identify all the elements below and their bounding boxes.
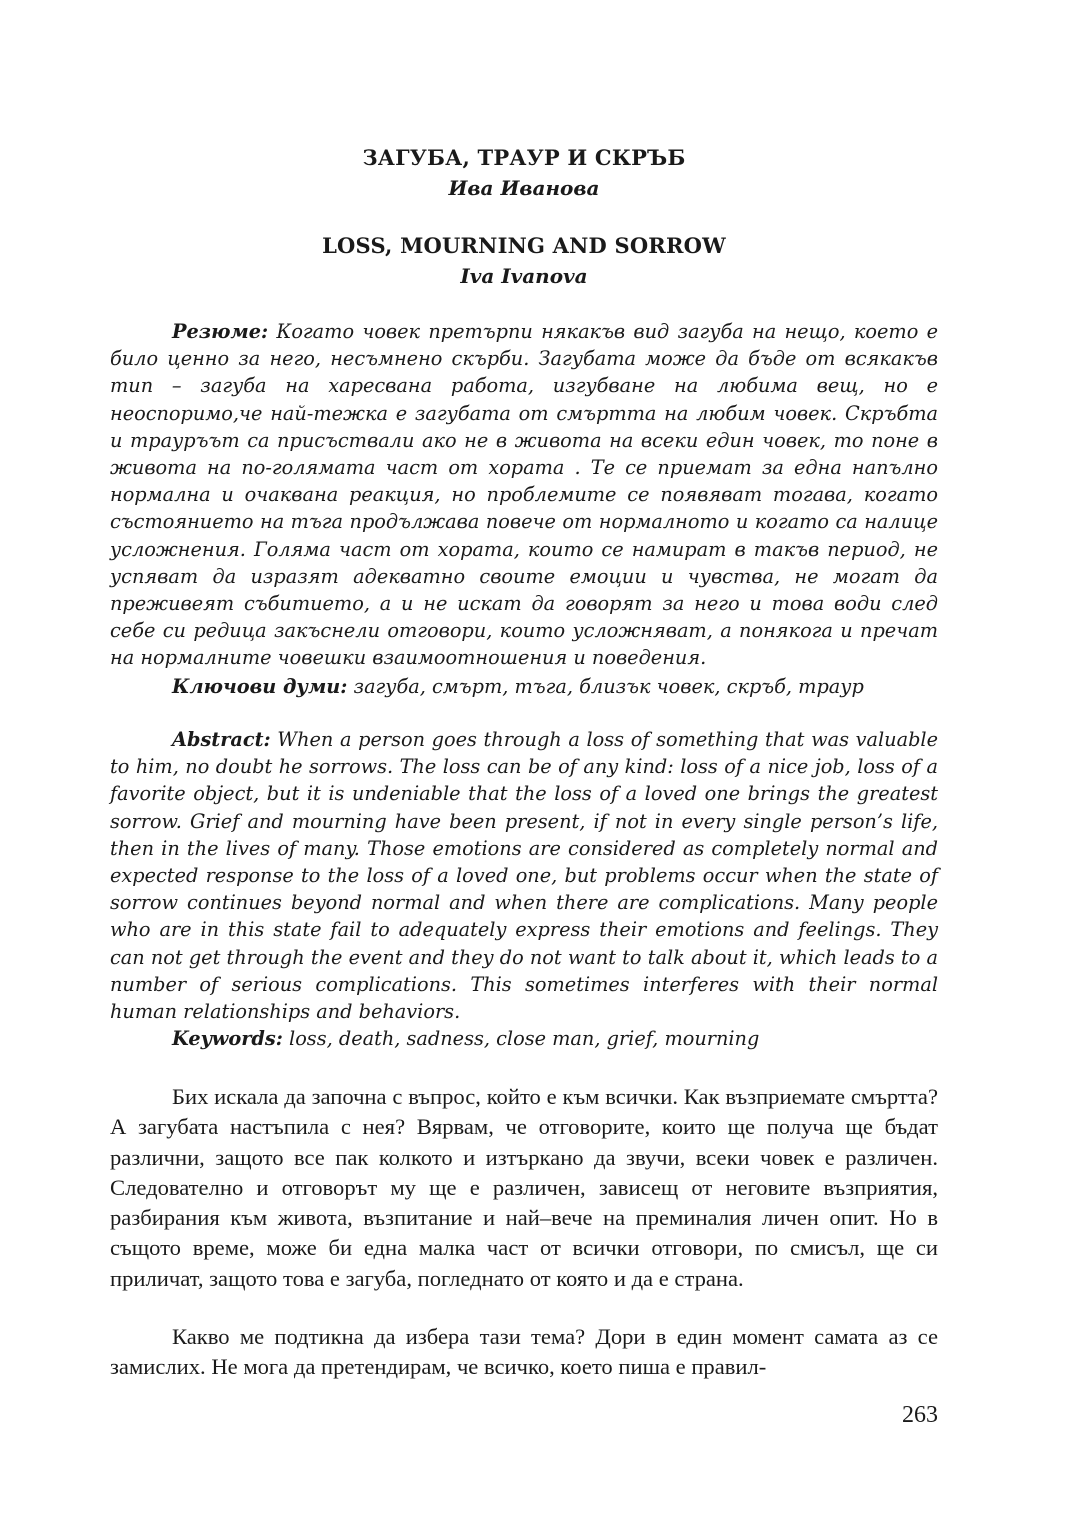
bulgarian-title-block [110,143,938,203]
english-author: Iva Ivanova [460,264,588,288]
resume-label: Резюме: [172,320,269,343]
paper-page [110,0,938,1534]
keywords-bg-label: Ключови думи: [172,675,348,698]
english-title-block [110,231,938,291]
bulgarian-keywords [110,673,938,700]
bulgarian-title: ЗАГУБА, ТРАУР И СКРЪБ [362,145,686,170]
resume-text: Когато човек претърпи някакъв вид загуба на нещо, което е било ценно за него, несъмнено скърби. Загубата може да бъде от всякакъв тип – загуба на харесвана работа, изгубване на любима вещ, но е неоспоримо,че най-тежка е загубата от смъртта на любим човек. Скръбта и трауръът са присъствали ако не в живота на всеки един човек, то поне в живота на по-голямата част от хората . Те се приемат за една напълно нормална и очаквана реакция, но проблемите се появяват тогава, когато състоянието на тъга продължава повече от нормалното и когато са налице усложнения. Голяма част от хората, които се намират в такъв период, не успяват да изразят адекватно своите емоции и чувства, не могат да преживеят събитието, а и не искат да говорят за него и това води след себе си редица закъснели отговори, които усложняват, а понякога и пречат на нормалните човешки взаимоотношения и поведения. [110,320,938,670]
keywords-en-text: loss, death, sadness, close man, grief, mourning [289,1027,760,1050]
keywords-bg-text: загуба, смърт, тъга, близък човек, скръб, траур [353,675,864,698]
bulgarian-abstract [110,318,938,672]
body-paragraph-2: Какво ме подтикна да избера тази тема? Дори в един момент самата аз се замислих. Не мога да претендирам, че всичко, което пиша е правил- [110,1324,938,1380]
english-abstract [110,726,938,1025]
abstract-label: Abstract: [172,728,271,751]
english-title: LOSS, MOURNING AND SORROW [322,233,726,258]
body-paragraph-1: Бих искала да започна с въпрос, който е към всички. Как възприемате смъртта? А загубата настъпила с нея? Вярвам, че отговорите, които ще получа ще бъдат различни, защото все пак колкото и изтъркано да звучи, всеки човек е различен. Следователно и отговорът му ще е различен, зависещ от неговите възприятия, разбирания към живота, възпитание и най–вече на преминалия личен опит. Но в същото време, може би една малка част от всички отговори, по смисъл, ще си приличат, защото това е загуба, погледнато от която и да е страна. [110,1084,938,1291]
page-number: 263 [902,1402,938,1428]
keywords-en-label: Keywords: [172,1027,283,1050]
abstract-text: When a person goes through a loss of something that was valuable to him, no doubt he sorrows. The loss can be of any kind: loss of a nice job, loss of a favorite object, but it is undeniable that the loss of a loved one brings the greatest sorrow. Grief and mourning have been present, if not in every single person’s life, then in the lives of many. Those emotions are considered as completely normal and expected response to the loss of a loved one, but problems occur when the state of sorrow continues beyond normal and when there are complications. Many people who are in this state fail to adequately express their emotions and feelings. They can not get through the event and they do not want to talk about it, which leads to a number of serious complications. This sometimes interferes with their normal human relationships and behaviors. [110,728,938,1024]
bulgarian-author: Ива Иванова [448,176,600,200]
english-keywords [110,1025,938,1052]
